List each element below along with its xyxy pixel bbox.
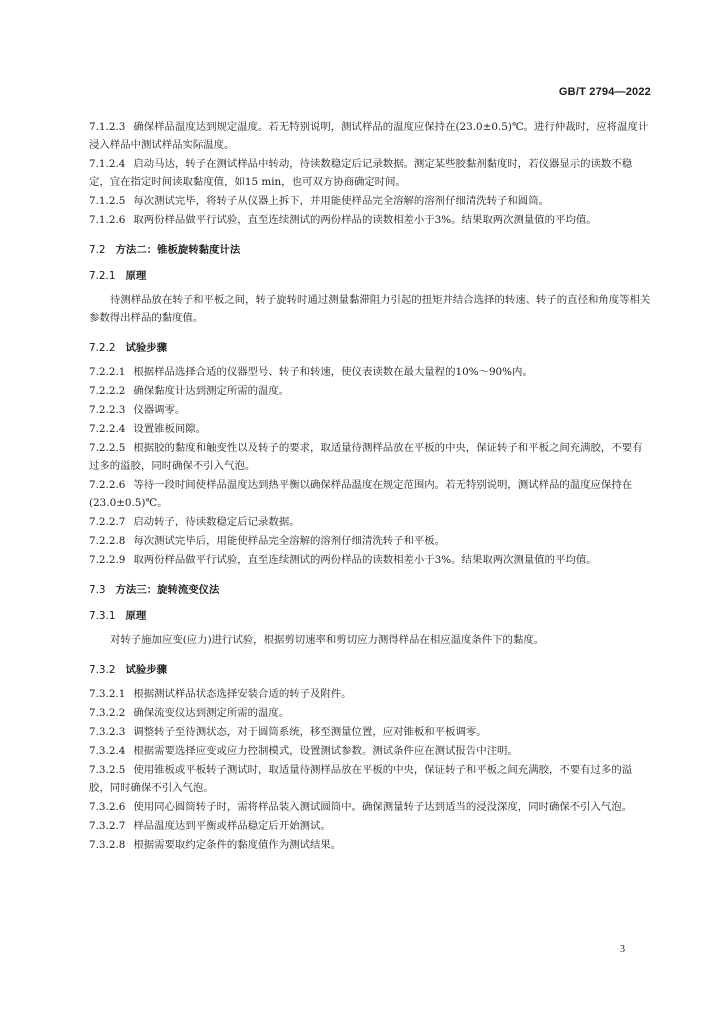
document-body <box>89 118 651 855</box>
clause-number: 7.2.2.6 <box>89 479 126 491</box>
clause-number: 7.3.2.1 <box>89 688 126 700</box>
clause-text: 根据测试样品状态选择安装合适的转子及附件。 <box>133 688 352 700</box>
clause-number: 7.3.2.4 <box>89 745 126 757</box>
clause-text: 确保样品温度达到规定温度。若无特别说明，测试样品的温度应保持在(23.0±0.5)℃。进行仲裁时，应将温度计浸入样品中测试样品实际温度。 <box>89 121 649 151</box>
clause-number: 7.1.2.5 <box>89 195 126 207</box>
clause-7-2-2-3 <box>89 401 651 419</box>
clause-number: 7.3.2.3 <box>89 726 126 738</box>
clause-7-2-2-8 <box>89 532 651 550</box>
clause-number: 7.2.2.8 <box>89 535 126 547</box>
section-title: 原理 <box>125 610 147 622</box>
section-heading-7-3-2 <box>89 661 651 679</box>
clause-number: 7.2.2.5 <box>89 442 126 454</box>
clause-number: 7.2.2.4 <box>89 423 126 435</box>
clause-7-2-2-7 <box>89 513 651 531</box>
clause-7-1-2-6 <box>89 211 651 229</box>
clause-number: 7.1.2.6 <box>89 214 126 226</box>
clause-number: 7.2.2.2 <box>89 385 126 397</box>
clause-number: 7.1.2.4 <box>89 158 126 170</box>
clause-7-3-2-2 <box>89 704 651 722</box>
section-heading-7-3 <box>89 581 651 599</box>
clause-number: 7.3.2.6 <box>89 801 126 813</box>
clause-text: 设置锥板间隙。 <box>133 423 207 435</box>
clause-7-2-2-2 <box>89 382 651 400</box>
section-number: 7.3 <box>89 584 106 596</box>
clause-text: 仪器调零。 <box>133 404 186 416</box>
clause-text: 根据需要取约定条件的黏度值作为测试结果。 <box>133 839 342 851</box>
clause-text: 确保流变仪达到测定所需的温度。 <box>133 707 290 719</box>
clause-7-2-2-4 <box>89 420 651 438</box>
clause-7-3-2-5 <box>89 761 651 797</box>
section-title: 试验步骤 <box>125 342 168 354</box>
clause-7-1-2-5 <box>89 192 651 210</box>
clause-7-2-2-6 <box>89 476 651 512</box>
clause-text: 根据需要选择应变或应力控制模式，设置测试参数。测试条件应在测试报告中注明。 <box>133 745 518 757</box>
clause-number: 7.3.2.5 <box>89 764 126 776</box>
clause-7-1-2-4 <box>89 155 651 191</box>
section-title: 方法二：锥板旋转黏度计法 <box>115 244 241 256</box>
clause-7-3-2-4 <box>89 742 651 760</box>
principle-text-7-2-1: 待测样品放在转子和平板之间，转子旋转时通过测量黏滞阻力引起的扭矩并结合选择的转速、转子的直径和角度等相关参数得出样品的黏度值。 <box>89 294 651 324</box>
clause-text: 确保黏度计达到测定所需的温度。 <box>133 385 290 397</box>
clause-text: 取两份样品做平行试验，直至连续测试的两份样品的读数相差小于3%。结果取两次测量值的平均值。 <box>133 214 597 226</box>
section-heading-7-2-2 <box>89 339 651 357</box>
section-number: 7.2.1 <box>89 270 116 282</box>
clause-7-3-2-7 <box>89 817 651 835</box>
clause-number: 7.2.2.7 <box>89 516 126 528</box>
clause-text: 调整转子至待测状态，对于圆筒系统，移至测量位置，应对锥板和平板调零。 <box>133 726 487 738</box>
clause-number: 7.2.2.1 <box>89 366 126 378</box>
section-heading-7-2 <box>89 241 651 259</box>
clause-text: 样品温度达到平衡或样品稳定后开始测试。 <box>133 820 331 832</box>
clause-text: 使用同心圆筒转子时，需将样品装入测试圆筒中。确保测量转子达到适当的浸没深度，同时确保不引入气泡。 <box>133 801 633 813</box>
section-heading-7-3-1 <box>89 607 651 625</box>
clause-7-2-2-1 <box>89 363 651 381</box>
clause-7-2-2-9 <box>89 551 651 569</box>
section-title: 原理 <box>125 270 147 282</box>
clause-number: 7.2.2.3 <box>89 404 126 416</box>
clause-number: 7.3.2.2 <box>89 707 126 719</box>
section-title: 方法三：旋转流变仪法 <box>115 584 220 596</box>
clause-number: 7.3.2.8 <box>89 839 126 851</box>
clause-7-3-2-1 <box>89 685 651 703</box>
clause-text: 取两份样品做平行试验，直至连续测试的两份样品的读数相差小于3%。结果取两次测量值的平均值。 <box>133 554 597 566</box>
section-number: 7.2 <box>89 244 106 256</box>
clause-text: 根据样品选择合适的仪器型号、转子和转速，使仪表读数在最大量程的10%～90%内。 <box>133 366 533 378</box>
clause-7-2-2-5 <box>89 439 651 475</box>
section-number: 7.3.1 <box>89 610 116 622</box>
clause-text: 启动转子，待读数稳定后记录数据。 <box>133 516 300 528</box>
section-number: 7.3.2 <box>89 664 116 676</box>
section-number: 7.2.2 <box>89 342 116 354</box>
clause-7-1-2-3 <box>89 118 651 154</box>
clause-7-3-2-6 <box>89 798 651 816</box>
clause-number: 7.3.2.7 <box>89 820 126 832</box>
section-title: 试验步骤 <box>125 664 168 676</box>
clause-text: 使用锥板或平板转子测试时，取适量待测样品放在平板的中央，保证转子和平板之间充满胶，不要有过多的溢胶，同时确保不引入气泡。 <box>89 764 633 794</box>
clause-7-3-2-8 <box>89 836 651 854</box>
clause-number: 7.2.2.9 <box>89 554 126 566</box>
page-number: 3 <box>620 944 625 955</box>
clause-number: 7.1.2.3 <box>89 121 126 133</box>
clause-text: 启动马达，转子在测试样品中转动，待读数稳定后记录数据。测定某些胶黏剂黏度时，若仪器显示的读数不稳定，宜在指定时间读取黏度值，如15 min，也可双方协商确定时间。 <box>89 158 633 188</box>
clause-text: 每次测试完毕，将转子从仪器上拆下，并用能使样品完全溶解的溶剂仔细清洗转子和圆筒。 <box>133 195 549 207</box>
clause-text: 每次测试完毕后，用能使样品完全溶解的溶剂仔细清洗转子和平板。 <box>133 535 446 547</box>
clause-text: 根据胶的黏度和触变性以及转子的要求，取适量待测样品放在平板的中央，保证转子和平板之间充满胶，不要有过多的溢胶，同时确保不引入气泡。 <box>89 442 643 472</box>
standard-code: GB/T 2794—2022 <box>558 86 651 98</box>
clause-text: 等待一段时间使样品温度达到热平衡以确保样品温度在规定范围内。若无特别说明，测试样品的温度应保持在(23.0±0.5)℃。 <box>89 479 633 509</box>
principle-text-7-3-1: 对转子施加应变(应力)进行试验，根据剪切速率和剪切应力测得样品在相应温度条件下的黏度。 <box>110 634 545 646</box>
clause-7-3-2-3 <box>89 723 651 741</box>
section-heading-7-2-1 <box>89 267 651 285</box>
